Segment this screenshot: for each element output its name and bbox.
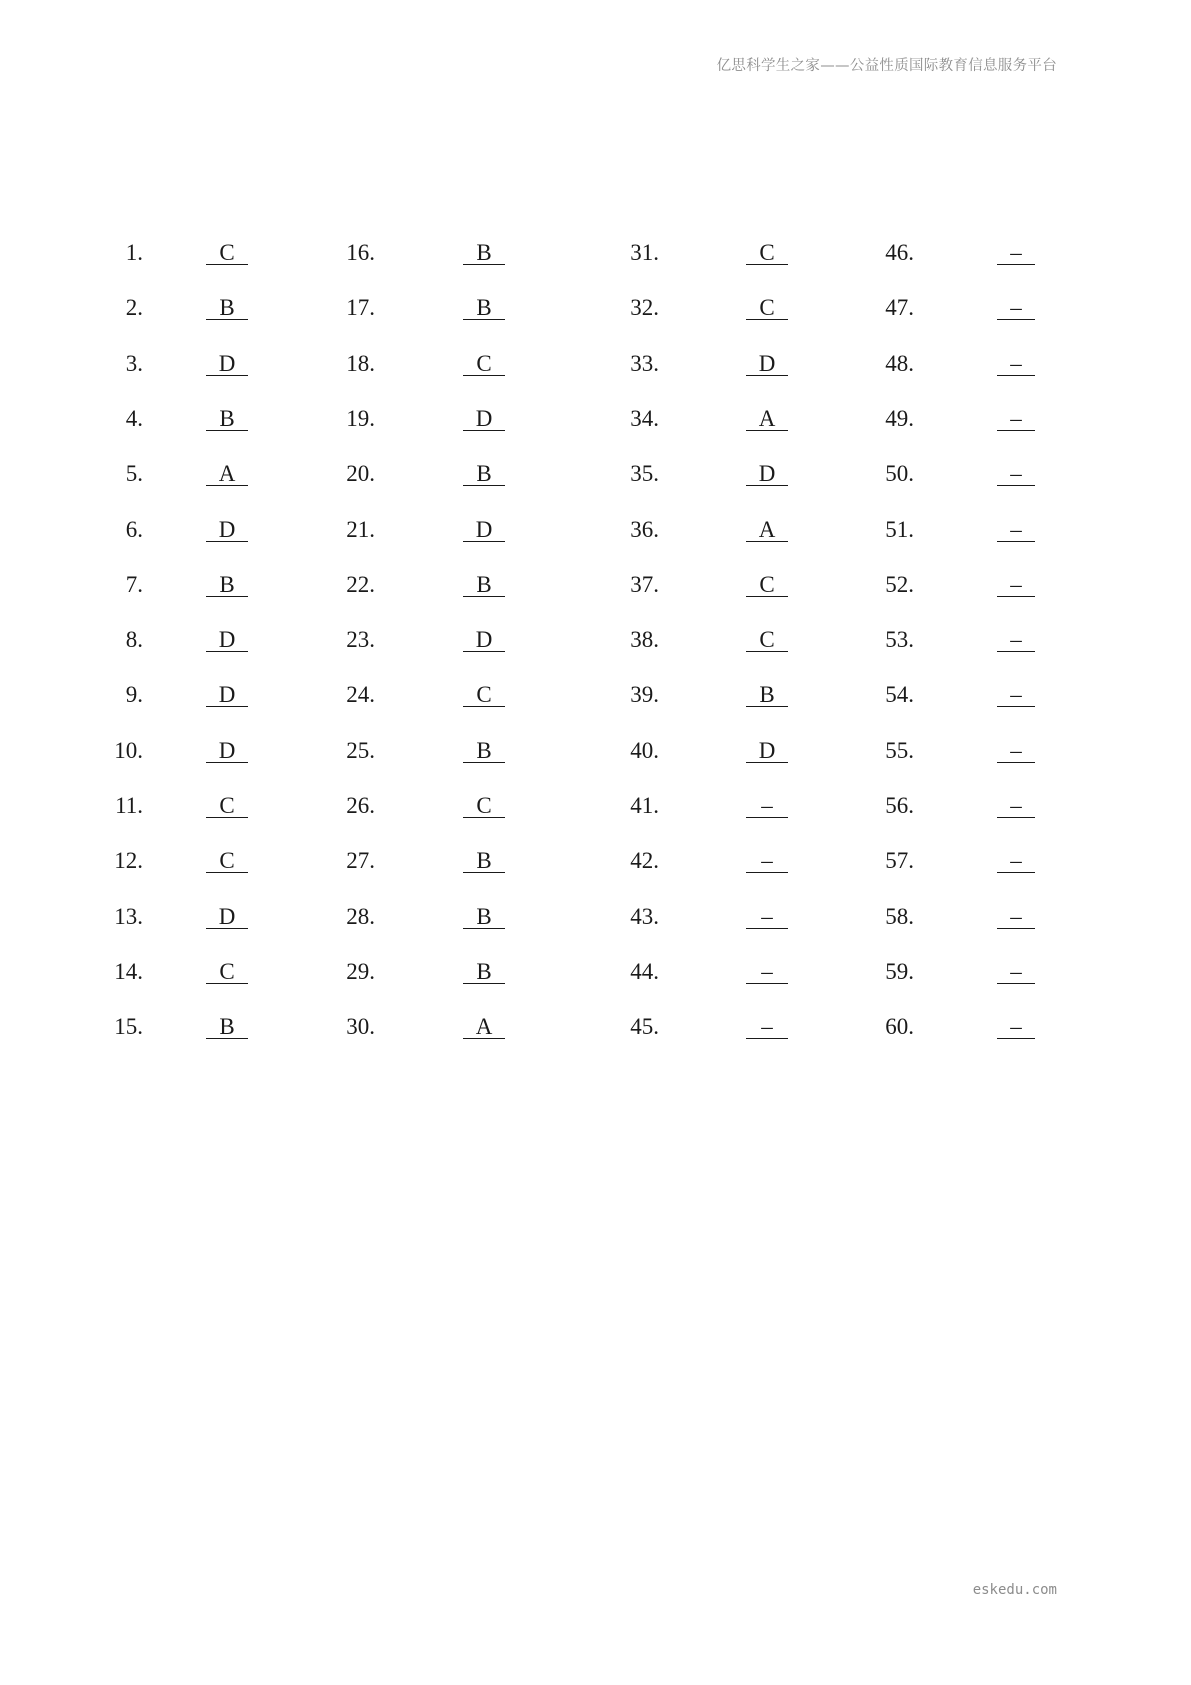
- answer-blank: –: [997, 957, 1035, 984]
- question-number: 45.: [630, 1014, 659, 1040]
- answer-blank: –: [997, 293, 1035, 320]
- question-number: 29.: [346, 958, 375, 984]
- question-number: 18.: [346, 350, 375, 376]
- answer-blank: D: [206, 736, 248, 763]
- question-number: 8.: [125, 627, 143, 653]
- answer-blank: D: [206, 349, 248, 376]
- question-number: 27.: [346, 848, 375, 874]
- page-footer-url: eskedu.com: [972, 1582, 1057, 1598]
- answer-blank: B: [463, 459, 505, 486]
- question-number: 55.: [885, 737, 914, 763]
- question-number: 57.: [885, 848, 914, 874]
- question-number: 17.: [346, 295, 375, 321]
- question-number: 28.: [346, 903, 375, 929]
- answer-blank: –: [997, 791, 1035, 818]
- answer-blank: C: [463, 791, 505, 818]
- answer-blank: –: [746, 846, 788, 873]
- answer-blank: B: [206, 293, 248, 320]
- answer-blank: C: [206, 846, 248, 873]
- answer-blank: –: [746, 1012, 788, 1039]
- answer-blank: D: [463, 625, 505, 652]
- question-number: 52.: [885, 571, 914, 597]
- answer-blank: B: [463, 570, 505, 597]
- answer-blank: –: [997, 846, 1035, 873]
- question-number: 4.: [125, 405, 143, 431]
- question-number: 12.: [114, 848, 143, 874]
- question-number: 33.: [630, 350, 659, 376]
- question-number: 13.: [114, 903, 143, 929]
- answer-blank: –: [997, 680, 1035, 707]
- question-number: 24.: [346, 682, 375, 708]
- answer-blank: –: [746, 957, 788, 984]
- answer-blank: B: [206, 1012, 248, 1039]
- question-number: 47.: [885, 295, 914, 321]
- question-number: 5.: [125, 461, 143, 487]
- answer-blank: D: [206, 680, 248, 707]
- answer-blank: –: [997, 515, 1035, 542]
- question-number: 38.: [630, 627, 659, 653]
- answer-blank: –: [997, 1012, 1035, 1039]
- question-number: 58.: [885, 903, 914, 929]
- question-number: 23.: [346, 627, 375, 653]
- question-number: 7.: [125, 571, 143, 597]
- question-number: 9.: [125, 682, 143, 708]
- answer-blank: D: [746, 459, 788, 486]
- answer-blank: D: [463, 404, 505, 431]
- answer-blank: C: [206, 791, 248, 818]
- question-number: 48.: [885, 350, 914, 376]
- question-number: 54.: [885, 682, 914, 708]
- question-number: 35.: [630, 461, 659, 487]
- question-number: 6.: [125, 516, 143, 542]
- question-number: 3.: [125, 350, 143, 376]
- answer-blank: B: [463, 736, 505, 763]
- question-number: 30.: [346, 1014, 375, 1040]
- question-number: 40.: [630, 737, 659, 763]
- question-number: 43.: [630, 903, 659, 929]
- answer-blank: B: [463, 293, 505, 320]
- answer-blank: C: [746, 570, 788, 597]
- question-number: 22.: [346, 571, 375, 597]
- answer-blank: C: [206, 957, 248, 984]
- answer-blank: B: [206, 570, 248, 597]
- question-number: 15.: [114, 1014, 143, 1040]
- answer-blank: –: [997, 349, 1035, 376]
- answer-blank: B: [463, 902, 505, 929]
- answer-blank: –: [997, 404, 1035, 431]
- question-number: 32.: [630, 295, 659, 321]
- answer-blank: D: [206, 902, 248, 929]
- question-number: 46.: [885, 240, 914, 265]
- answer-blank: A: [746, 404, 788, 431]
- question-number: 59.: [885, 958, 914, 984]
- question-number: 21.: [346, 516, 375, 542]
- answer-blank: –: [997, 736, 1035, 763]
- question-number: 26.: [346, 793, 375, 818]
- page-header-watermark: 亿思科学生之家——公益性质国际教育信息服务平台: [716, 58, 1057, 74]
- question-number: 10.: [114, 737, 143, 763]
- question-number: 16.: [346, 240, 375, 265]
- answer-blank: A: [463, 1012, 505, 1039]
- answer-blank: B: [746, 680, 788, 707]
- answer-blank: –: [997, 902, 1035, 929]
- question-number: 1.: [125, 240, 143, 265]
- question-number: 42.: [630, 848, 659, 874]
- question-number: 44.: [630, 958, 659, 984]
- question-number: 11.: [115, 793, 143, 818]
- question-number: 53.: [885, 627, 914, 653]
- question-number: 25.: [346, 737, 375, 763]
- answer-blank: C: [463, 349, 505, 376]
- answer-blank: A: [206, 459, 248, 486]
- question-number: 34.: [630, 405, 659, 431]
- question-number: 56.: [885, 793, 914, 818]
- answer-blank: B: [463, 957, 505, 984]
- question-number: 14.: [114, 958, 143, 984]
- question-number: 37.: [630, 571, 659, 597]
- answer-blank: D: [206, 625, 248, 652]
- answer-blank: C: [746, 625, 788, 652]
- answer-blank: D: [206, 515, 248, 542]
- answer-blank: D: [746, 349, 788, 376]
- question-number: 39.: [630, 682, 659, 708]
- question-number: 20.: [346, 461, 375, 487]
- question-number: 50.: [885, 461, 914, 487]
- question-number: 31.: [630, 240, 659, 265]
- answer-blank: B: [463, 846, 505, 873]
- answer-blank: –: [997, 459, 1035, 486]
- question-number: 51.: [885, 516, 914, 542]
- answer-blank: D: [746, 736, 788, 763]
- answer-blank: C: [206, 238, 248, 265]
- answer-blank: B: [463, 238, 505, 265]
- answer-blank: –: [746, 902, 788, 929]
- answer-blank: C: [746, 238, 788, 265]
- answer-blank: D: [463, 515, 505, 542]
- question-number: 19.: [346, 405, 375, 431]
- question-number: 36.: [630, 516, 659, 542]
- question-number: 41.: [630, 793, 659, 818]
- answer-blank: –: [997, 625, 1035, 652]
- question-number: 60.: [885, 1014, 914, 1040]
- answer-blank: A: [746, 515, 788, 542]
- answer-blank: C: [463, 680, 505, 707]
- answer-blank: –: [746, 791, 788, 818]
- answer-blank: –: [997, 570, 1035, 597]
- answer-blank: –: [997, 238, 1035, 265]
- question-number: 2.: [125, 295, 143, 321]
- answer-blank: B: [206, 404, 248, 431]
- answer-blank: C: [746, 293, 788, 320]
- question-number: 49.: [885, 405, 914, 431]
